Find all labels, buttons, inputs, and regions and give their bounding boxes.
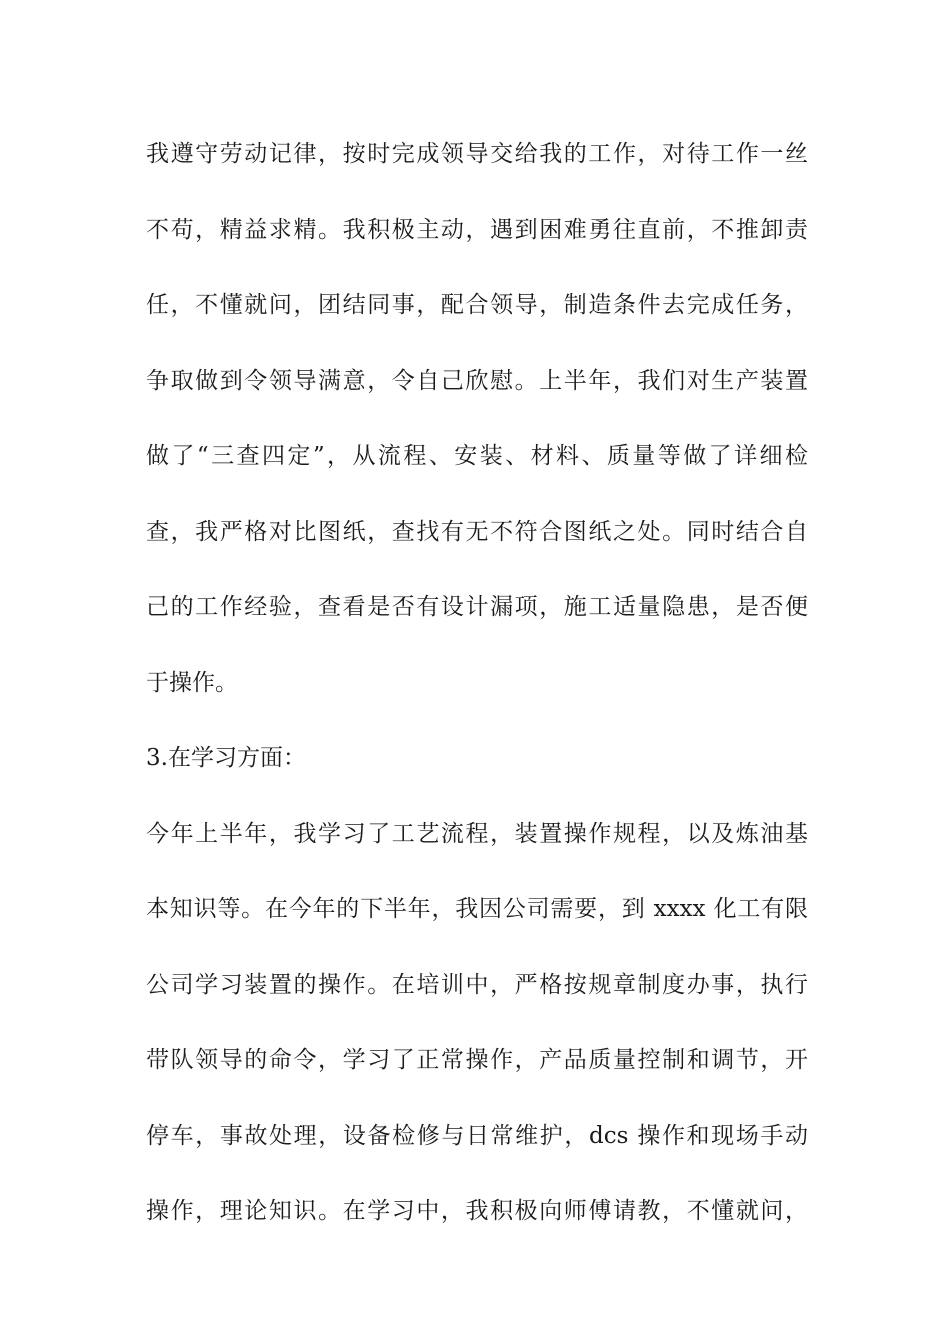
text-line: 己的工作经验，查看是否有设计漏项，施工适量隐患，是否便 (146, 594, 808, 620)
text-line: 不苟，精益求精。我积极主动，遇到困难勇往直前，不推卸责 (146, 216, 808, 243)
text-line: 本知识等。在今年的下半年，我因公司需要，到 xxxx 化工有限 (146, 896, 808, 922)
section-heading: 3.在学习方面： (146, 745, 306, 771)
text-line: 带队领导的命令，学习了正常操作，产品质量控制和调节，开 (146, 1047, 808, 1073)
text-line: 任，不懂就问，团结同事，配合领导，制造条件去完成任务， (146, 292, 808, 318)
text-line: 停车，事故处理，设备检修与日常维护，dcs 操作和现场手动 (146, 1122, 808, 1149)
document-body (146, 128, 808, 1261)
text-line: 查，我严格对比图纸，查找有无不符合图纸之处。同时结合自 (146, 518, 808, 545)
text-line: 今年上半年，我学习了工艺流程，装置操作规程，以及炼油基 (146, 820, 808, 847)
text-line: 公司学习装置的操作。在培训中，严格按规章制度办事，执行 (146, 971, 808, 998)
text-line: 我遵守劳动记律，按时完成领导交给我的工作，对待工作一丝 (146, 141, 808, 167)
text-line: 于操作。 (146, 669, 238, 696)
text-line: 争取做到令领导满意，令自己欣慰。上半年，我们对生产装置 (146, 367, 808, 394)
text-line: 做了“三查四定”，从流程、安装、材料、质量等做了详细检 (146, 443, 808, 469)
text-line: 操作，理论知识。在学习中，我积极向师傅请教，不懂就问， (146, 1198, 808, 1224)
